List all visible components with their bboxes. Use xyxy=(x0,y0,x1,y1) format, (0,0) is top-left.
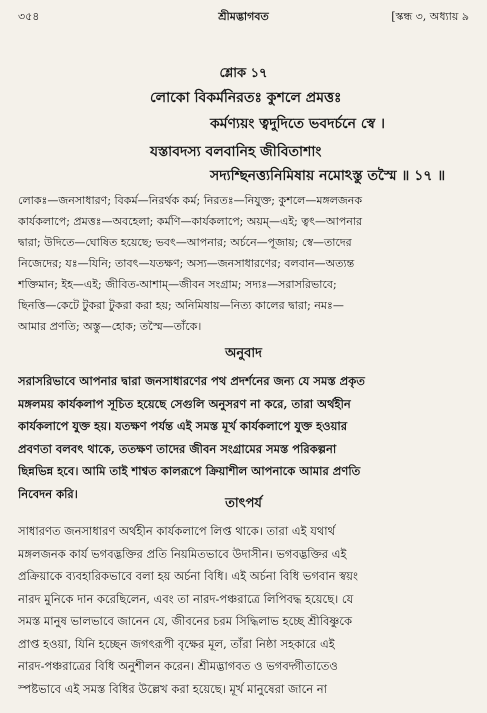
synonyms-line: লোকঃ—জনসাধারণ; বিকর্ম—নিরর্থক কর্ম; নিরতঃ—নিযুক্ত; কুশলে—মঙ্গলজনক xyxy=(18,194,363,207)
synonyms-line: নিজেদের; যঃ—যিনি; তাবৎ—যতক্ষণ; অস্য—জনসাধারণের; বলবান—অত্যন্ত xyxy=(18,257,355,270)
book-title: শ্রীমদ্ভাগবত xyxy=(218,10,269,23)
translation-line: প্রবণতা বলবৎ থাকে, ততক্ষণ তাদের জীবন সংগ্রামের সমস্ত পরিকল্পনা xyxy=(18,441,337,456)
synonyms-line: কার্যকলাপে; প্রমত্তঃ—অবহেলা; কর্মণি—কার্যকলাপে; অয়ম্—এই; ত্বৎ—আপনার xyxy=(18,215,363,228)
chapter-reference: [স্কন্ধ ৩, অধ্যায় ৯ xyxy=(391,10,469,23)
purport-line: সমস্ত মানুষ ভালভাবে জানেন যে, জীবনের চরম সিদ্ধিলাভ হচ্ছে শ্রীবিষ্ণুকে xyxy=(18,614,353,628)
translation-heading: অনুবাদ xyxy=(225,346,262,361)
verse-line: কর্মণ্যয়ং ত্বদুদিতে ভবদর্চনে স্বে । xyxy=(210,116,385,132)
verse-line: লোকো বিকর্মনিরতঃ কুশলে প্রমত্তঃ xyxy=(150,90,342,106)
purport-line: নারদ-পঞ্চরাত্রের বিধি অনুশীলন করেন। শ্রীমদ্ভাগবত ও ভগবদ্গীতাতেও xyxy=(18,659,338,673)
page-header xyxy=(18,8,469,26)
translation-line: ছিন্নভিন্ন হবে। আমি তাই শাশ্বত কালরূপে ক্রিয়াশীল আপনাকে আমার প্রণতি xyxy=(18,464,361,478)
shloka-heading: শ্লোক ১৭ xyxy=(219,66,268,81)
purport-line: স্পষ্টভাবে এই সমস্ত বিধির উল্লেখ করা হয়েছে। মূর্খ মানুষেরা জানে না xyxy=(18,681,327,696)
purport-line: সাধারণত জনসাধারণ অর্থহীন কার্যকলাপে লিপ্ত থাকে। তারা এই যথার্থ xyxy=(18,524,336,538)
synonyms-line: ছিনত্তি—কেটে টুকরা টুকরা করা হয়; অনিমিষায়—নিত্য কালের দ্বারা; নমঃ— xyxy=(18,299,344,312)
synonyms-line: আমার প্রণতি; অস্তু—হোক; তস্মৈ—তাঁকে। xyxy=(18,320,202,333)
page-number: ৩৫৪ xyxy=(18,10,40,23)
synonyms-line: শক্তিমান; ইহ—এই; জীবিত-আশাম্—জীবন সংগ্রাম; সদ্যঃ—সরাসরিভাবে; xyxy=(18,278,337,291)
translation-line: নিবেদন করি। xyxy=(18,486,78,501)
purport-line: মঙ্গলজনক কার্য ভগবদ্ভক্তির প্রতি নিয়মিতভাবে উদাসীন। ভগবদ্ভক্তির এই xyxy=(18,546,347,561)
synonyms-block xyxy=(18,190,469,337)
verse-line: যস্তাবদস্য বলবানিহ জীবিতাশাং xyxy=(150,144,322,160)
purport-line: প্রক্রিয়াকে ব্যবহারিকভাবে বলা হয় অর্চনা বিধি। এই অর্চনা বিধি ভগবান স্বয়ং xyxy=(18,569,358,583)
purport-heading: তাৎপর্য xyxy=(225,496,262,511)
verse-line: সদ্যশ্ছিনত্ত্যনিমিষায় নমোঽস্তু তস্মৈ ॥ ১৭ ॥ xyxy=(210,168,446,184)
translation-paragraph xyxy=(18,370,469,505)
translation-line: মঙ্গলময় কার্যকলাপ সূচিত হয়েছে সেগুলি অনুসরণ না করে, তারা অর্থহীন xyxy=(18,396,351,411)
translation-line: কার্যকলাপে যুক্ত হয়। যতক্ষণ পর্যন্ত এই সমস্ত মূর্খ কার্যকলাপে যুক্ত হওয়ার xyxy=(18,419,348,433)
synonyms-line: দ্বারা; উদিতে—ঘোষিত হয়েছে; ভবৎ—আপনার; অর্চনে—পূজায়; স্বে—তাদের xyxy=(18,236,352,249)
purport-paragraph xyxy=(18,520,469,700)
translation-line: সরাসরিভাবে আপনার দ্বারা জনসাধারণের পথ প্রদর্শনের জন্য যে সমস্ত প্রকৃত xyxy=(18,374,365,388)
purport-line: প্রাপ্ত হওয়া, যিনি হচ্ছেন জগৎরূপী বৃক্ষের মূল, তাঁরা নিষ্ঠা সহকারে এই xyxy=(18,636,335,651)
purport-line: নারদ মুনিকে দান করেছিলেন, এবং তা নারদ-পঞ্চরাত্রে লিপিবদ্ধ হয়েছে। যে xyxy=(18,591,354,606)
